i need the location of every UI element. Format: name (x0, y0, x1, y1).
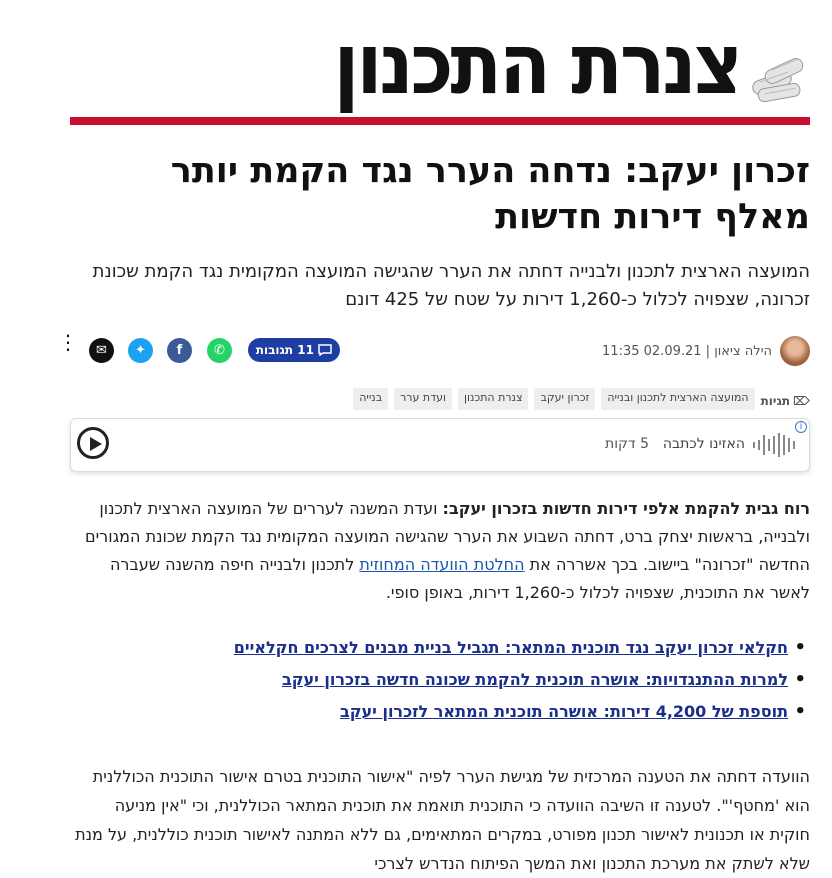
masthead[interactable] (333, 15, 810, 116)
publish-date: 02.09.21 (643, 344, 702, 359)
tag-item[interactable]: בנייה (353, 388, 388, 410)
related-article-link[interactable]: למרות ההתנגדויות: אושרה תוכנית להקמת שכונה חדשה בזכרון יעקב (281, 670, 788, 689)
comments-button[interactable] (248, 338, 340, 362)
listen-label: האזינו לכתבה (662, 436, 745, 452)
article-subhead: המועצה הארצית לתכנון ולבנייה דחתה את הערר שהגישה המועצה המקומית נגד הקמת שכונת זכרונה, שצפויה לכלול כ-1,260 דירות על שטח של 425 דונם (92, 261, 810, 310)
audio-duration: 5 דקות (605, 436, 649, 452)
audio-player (70, 418, 810, 472)
tags-label (761, 388, 810, 410)
paragraph-text: ועדת המשנה לעררים של המועצה הארצית לתכנון ולבנייה, בראשות יצחק ברט, דחתה השבוע את הערר שהגישה המועצה המקומית נגד הקמת שכונת המגורים החדשה "זכרונה" ביישוב. בכך אשררה את (84, 499, 810, 574)
tag-icon: ⌦ (793, 393, 810, 408)
whatsapp-icon: ✆ (214, 343, 225, 358)
tag-item[interactable]: המועצה הארצית לתכנון ובנייה (601, 388, 754, 410)
paragraph-lead: רוח גבית להקמת אלפי דירות חדשות בזכרון יעקב: (442, 499, 810, 518)
comments-count: 11 תגובות (255, 343, 314, 357)
committee-decision-link[interactable]: החלטת הוועדה המחוזית (359, 555, 525, 574)
meta-separator: | (701, 344, 711, 359)
related-article-link[interactable]: חקלאי זכרון יעקב נגד תוכנית המתאר: תגביל בניית מבנים לצרכים חקלאיים (233, 638, 788, 657)
email-icon: ✉ (96, 343, 107, 358)
tag-item[interactable]: ועדת ערר (394, 388, 452, 410)
whatsapp-share-button[interactable] (207, 338, 232, 363)
article-headline: זכרון יעקב: נדחה הערר נגד הקמת יותר מאלף דירות חדשות (170, 151, 810, 237)
facebook-share-button[interactable] (167, 338, 192, 363)
newspaper-logo-icon (750, 46, 810, 106)
more-icon[interactable]: ⋮ (58, 330, 78, 354)
related-articles (70, 632, 810, 728)
tags-row (70, 388, 810, 410)
related-item (70, 696, 810, 728)
tag-item[interactable]: צנרת התכנון (458, 388, 529, 410)
article-paragraph-2: הוועדה דחתה את הטענה המרכזית של מגישת הערר לפיה "אישור התוכנית בטרם אישור התוכנית הכוללנית הוא 'מחטף'". לטענה זו השיבה הוועדה כי התוכנית תואמת את תוכנית המתאר הכוללנית, וכי "אין מניעה חוקית או תכנונית לאישור תכנון מפורט, במקרים המתאימים, גם ללא המתנה לאישור תוכנית כוללנית, על מנת שלא לשתק את מערכת התכנון ואת המשך הפיתוח הנדרש לצרכי (75, 767, 810, 873)
publish-time: 11:35 (602, 344, 640, 359)
tag-item[interactable]: זכרון יעקב (534, 388, 595, 410)
author-avatar[interactable] (780, 336, 810, 366)
paragraph-text: לתכנון ולבנייה חיפה מהשנה שעברה לאשר את התוכנית, שצפויה לכלול כ-1,260 דירות, באופן סופי. (109, 555, 810, 602)
play-icon[interactable] (77, 427, 109, 459)
brand-logo-text[interactable]: צנרת התכנון (333, 15, 740, 113)
twitter-share-button[interactable] (128, 338, 153, 363)
tags-label-text: תגיות (760, 393, 791, 408)
twitter-icon: ✦ (135, 343, 146, 358)
related-item (70, 632, 810, 664)
email-share-button[interactable] (89, 338, 114, 363)
masthead-divider (70, 117, 810, 125)
author-name[interactable]: הילה ציאון (714, 344, 772, 359)
article-meta (58, 330, 810, 368)
soundwave-icon (753, 433, 795, 457)
comment-icon (318, 344, 332, 356)
article-paragraph (70, 495, 810, 607)
facebook-icon: f (176, 343, 183, 358)
related-item (70, 664, 810, 696)
author-info (602, 344, 772, 359)
info-icon[interactable]: i (795, 421, 807, 433)
related-article-link[interactable]: תוספת של 4,200 דירות: אושרה תוכנית המתאר לזכרון יעקב (339, 702, 788, 721)
